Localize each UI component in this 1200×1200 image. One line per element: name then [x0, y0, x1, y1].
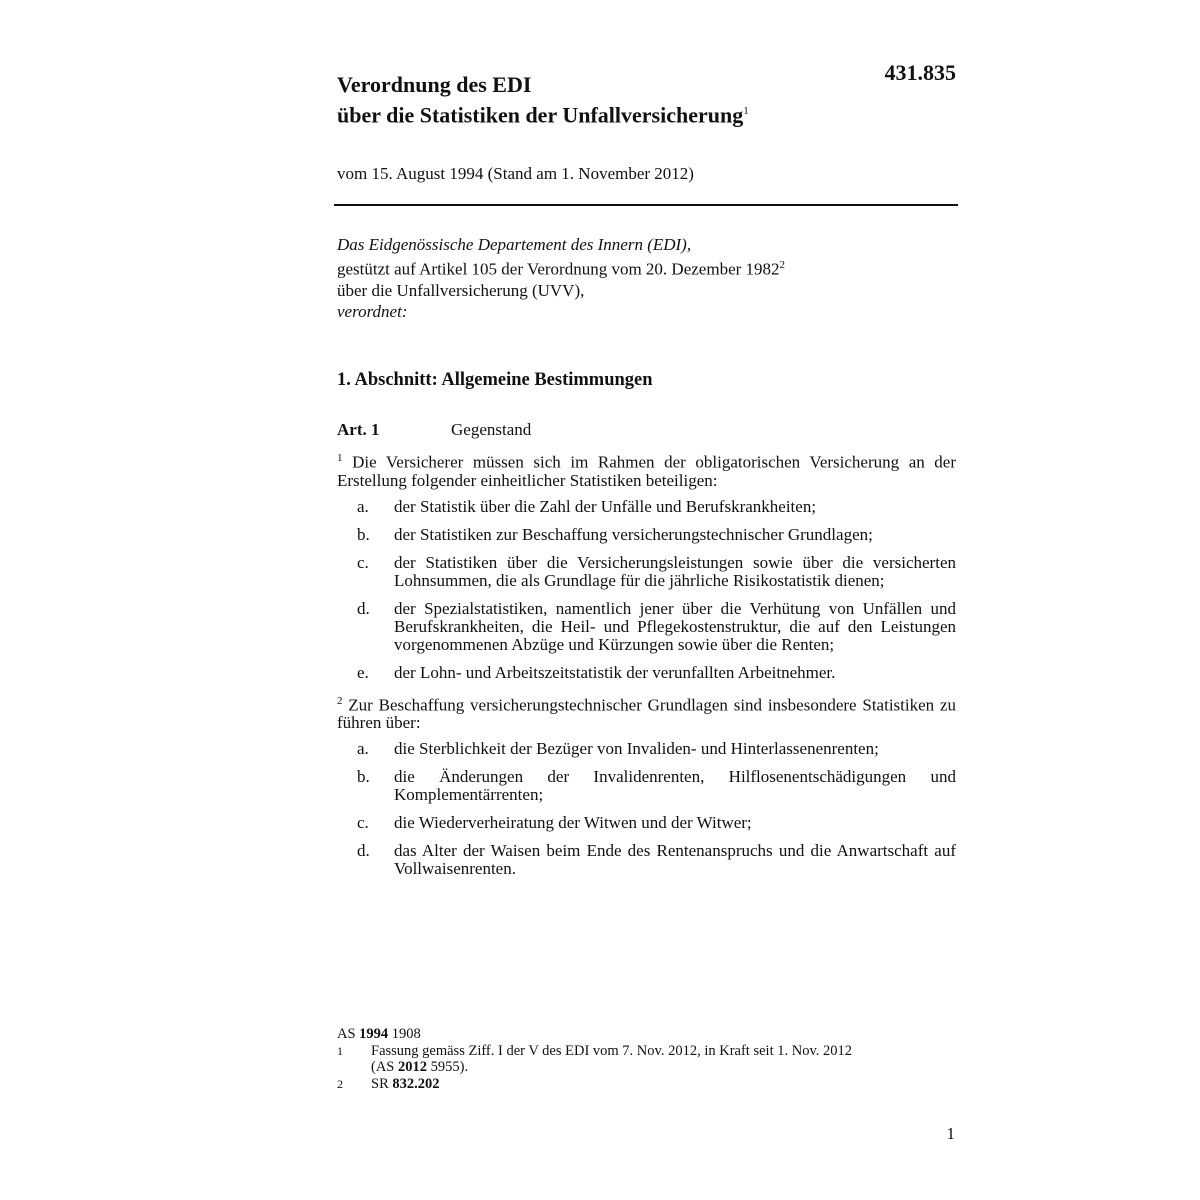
footnote-1 — [337, 1043, 917, 1076]
list-item — [337, 600, 956, 654]
page-number: 1 — [946, 1124, 955, 1143]
preamble-authority: Das Eidgenössische Departement des Innern (EDI), — [337, 235, 692, 254]
paragraph-1-number: 1 — [337, 452, 343, 464]
title-line-1: Verordnung des EDI — [337, 72, 532, 97]
as-prefix: AS — [337, 1026, 356, 1042]
list-item-text: der Statistiken zur Beschaffung versicherungstechnischer Grundlagen; — [394, 524, 873, 544]
title-line-2 — [337, 98, 749, 128]
list-item-text: das Alter der Waisen beim Ende des Rentenanspruchs und die Anwartschaft auf Vollwaisenrenten. — [394, 841, 956, 879]
date-line: vom 15. August 1994 (Stand am 1. November 2012) — [337, 164, 694, 183]
list-item-label: b. — [357, 524, 370, 544]
list-item-label: a. — [357, 496, 369, 516]
paragraph-2-text: Zur Beschaffung versicherungstechnischer Grundlagen sind insbesondere Statistiken zu führen über: — [337, 695, 956, 733]
article-heading — [337, 420, 737, 440]
preamble-basis-line-1 — [337, 255, 957, 280]
article-title: Gegenstand — [451, 420, 532, 439]
preamble-basis-text: gestützt auf Artikel 105 der Verordnung vom 20. Dezember 1982 — [337, 259, 780, 279]
list-item-label: c. — [357, 813, 369, 833]
footnote-1-cont-year: 2012 — [398, 1059, 427, 1075]
list-item-text: die Sterblichkeit der Bezüger von Invaliden- und Hinterlassenenrenten; — [394, 739, 879, 759]
list-item — [337, 768, 956, 804]
footnote-2-number: 2 — [337, 1076, 343, 1091]
paragraph-1-text: Die Versicherer müssen sich im Rahmen der obligatorischen Versicherung an der Erstellung folgender einheitlicher Statistiken beteiligen: — [337, 452, 957, 490]
paragraph-1-list — [337, 498, 956, 682]
list-item — [337, 664, 956, 682]
list-item — [337, 554, 956, 590]
footnote-2 — [337, 1076, 917, 1093]
footnote-2-ref: 832.202 — [392, 1075, 440, 1092]
list-item-label: d. — [357, 598, 370, 618]
section-heading: 1. Abschnitt: Allgemeine Bestimmungen — [337, 370, 653, 390]
list-item-label: a. — [357, 739, 369, 759]
header-rule — [334, 204, 958, 206]
list-item-text: der Statistiken über die Versicherungsleistungen sowie über die versicherten Lohnsummen, die als Grundlage für die jährliche Risikostatistik dienen; — [394, 552, 956, 590]
preamble-basis-line-2: über die Unfallversicherung (UVV), — [337, 280, 585, 300]
list-item-label: c. — [357, 552, 369, 572]
footnote-2-prefix: SR — [371, 1075, 389, 1092]
footnote-as-reference — [337, 1026, 917, 1043]
list-item-text: die Änderungen der Invalidenrenten, Hilflosenentschädigungen und Komplementärrenten; — [394, 767, 956, 805]
list-item — [337, 526, 956, 544]
list-item — [337, 498, 956, 516]
title-footnote-ref[interactable]: 1 — [743, 105, 749, 117]
paragraph-2-list — [337, 740, 956, 878]
preamble-enacts: verordnet: — [337, 301, 408, 321]
article-number: Art. 1 — [337, 420, 380, 439]
preamble-footnote-ref[interactable]: 2 — [779, 259, 786, 271]
footnote-2-body — [371, 1076, 440, 1093]
list-item-text: die Wiederverheiratung der Witwen und der Witwer; — [394, 813, 752, 833]
preamble — [337, 234, 957, 322]
footnote-1-body — [371, 1043, 852, 1076]
article-body — [337, 449, 956, 888]
list-item-text: der Statistik über die Zahl der Unfälle und Berufskrankheiten; — [394, 496, 817, 516]
paragraph-1 — [337, 449, 956, 490]
paragraph-2 — [337, 692, 956, 733]
list-item-label: d. — [357, 841, 370, 861]
footnote-1-cont-prefix: (AS — [371, 1059, 395, 1075]
footnote-1-number: 1 — [337, 1043, 343, 1058]
as-page: 1908 — [391, 1026, 421, 1042]
list-item — [337, 842, 956, 878]
list-item-label: b. — [357, 767, 370, 787]
list-item — [337, 740, 956, 758]
footnote-1-text: Fassung gemäss Ziff. I der V des EDI vom 7. Nov. 2012, in Kraft seit 1. Nov. 2012 — [371, 1042, 852, 1059]
list-item — [337, 814, 956, 832]
list-item-text: der Lohn- und Arbeitszeitstatistik der verunfallten Arbeitnehmer. — [394, 662, 836, 682]
document-title — [337, 72, 749, 128]
list-item-text: der Spezialstatistiken, namentlich jener über die Verhütung von Unfällen und Berufskrankheiten, die Heil- und Pflegekostenstruktur, die auf den Leistungen vorgenommenen Abzüge und Kürzungen sowie über die Renten; — [394, 598, 956, 654]
footnotes — [337, 1026, 917, 1092]
list-item-label: e. — [357, 662, 369, 682]
paragraph-2-number: 2 — [337, 694, 343, 707]
footnote-1-cont-suffix: 5955). — [430, 1059, 469, 1075]
title-line-2-text: über die Statistiken der Unfallversicherung — [337, 102, 744, 128]
sr-number: 431.835 — [884, 60, 956, 85]
as-year: 1994 — [359, 1026, 389, 1042]
